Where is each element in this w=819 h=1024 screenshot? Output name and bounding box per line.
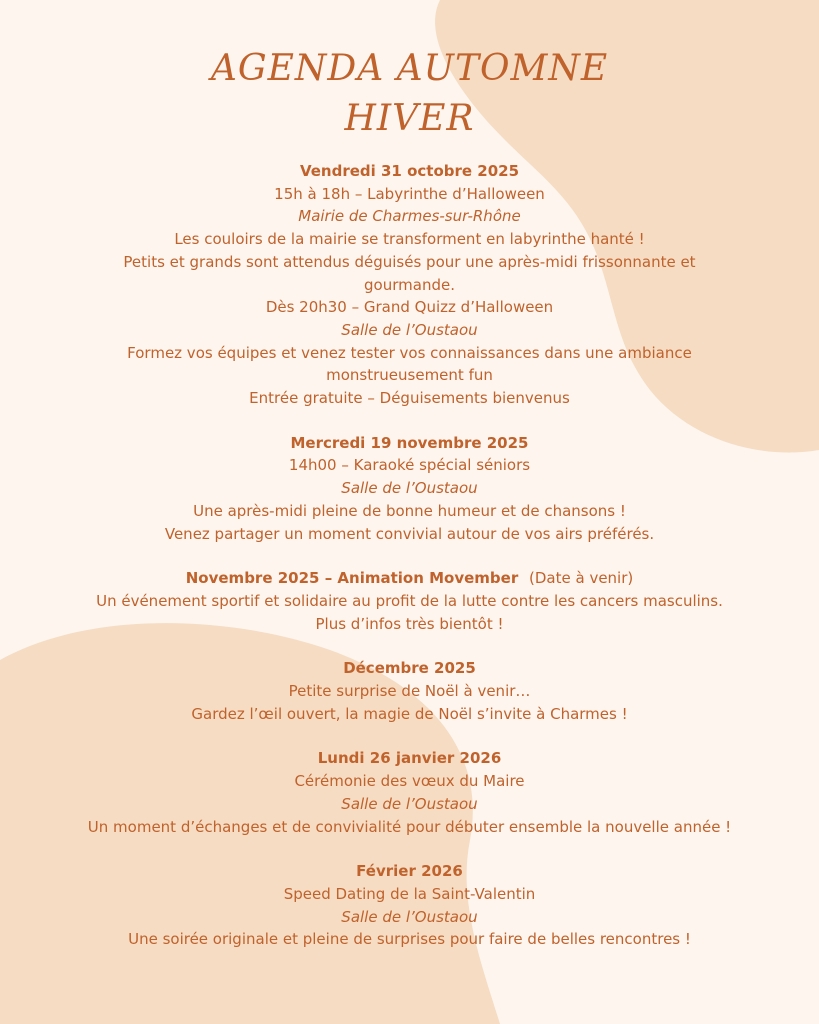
event-voeux <box>0 747 819 838</box>
event-time-title: Dès 20h30 – Grand Quizz d’Halloween <box>265 298 554 317</box>
event-description: Une après-midi pleine de bonne humeur et de chansons ! <box>193 501 626 520</box>
event-description: Une soirée originale et pleine de surprises pour faire de belles rencontres ! <box>128 930 691 949</box>
event-date-note: (Date à venir) <box>529 569 634 588</box>
event-venue: Salle de l’Oustaou <box>341 794 478 813</box>
page-title-line-1: AGENDA AUTOMNE <box>210 48 609 89</box>
event-time-title: Speed Dating de la Saint-Valentin <box>283 884 536 903</box>
event-venue: Mairie de Charmes-sur-Rhône <box>298 207 521 226</box>
event-date: Lundi 26 janvier 2026 <box>317 749 502 768</box>
event-halloween <box>0 160 819 410</box>
event-description: Un moment d’échanges et de convivialité pour débuter ensemble la nouvelle année ! <box>87 817 732 836</box>
event-movember <box>0 567 819 635</box>
event-description: Plus d’infos très bientôt ! <box>315 614 504 633</box>
event-venue: Salle de l’Oustaou <box>341 320 478 339</box>
event-description: Petits et grands sont attendus déguisés pour une après-midi frissonnante et gourmande. <box>123 252 696 294</box>
event-description: Entrée gratuite – Déguisements bienvenus <box>249 389 570 408</box>
event-date: Décembre 2025 <box>343 659 476 678</box>
event-karaoke <box>0 432 819 546</box>
event-noel <box>0 657 819 725</box>
event-description: Les couloirs de la mairie se transforment en labyrinthe hanté ! <box>174 230 645 249</box>
event-description: Venez partager un moment convivial autour de vos airs préférés. <box>164 524 655 543</box>
event-venue: Salle de l’Oustaou <box>341 479 478 498</box>
event-date: Vendredi 31 octobre 2025 <box>299 162 520 180</box>
event-description: Un événement sportif et solidaire au profit de la lutte contre les cancers masculins. <box>96 591 723 610</box>
event-date-row <box>0 567 819 590</box>
event-time-title: 15h à 18h – Labyrinthe d’Halloween <box>274 184 545 203</box>
event-date: Février 2026 <box>356 862 463 881</box>
event-description: Petite surprise de Noël à venir… <box>288 682 531 701</box>
event-time-title: Cérémonie des vœux du Maire <box>294 772 525 791</box>
event-date: Novembre 2025 – Animation Movember <box>185 569 519 588</box>
event-description: Formez vos équipes et venez tester vos connaissances dans une ambiance monstrueusement fun <box>127 343 692 385</box>
page-title-line-2: HIVER <box>344 98 475 139</box>
event-description: Gardez l’œil ouvert, la magie de Noël s’invite à Charmes ! <box>191 704 628 723</box>
event-venue: Salle de l’Oustaou <box>341 907 478 926</box>
event-date: Mercredi 19 novembre 2025 <box>290 433 529 452</box>
event-time-title: 14h00 – Karaoké spécial séniors <box>288 456 531 475</box>
event-speed-dating <box>0 860 819 951</box>
event-list <box>0 160 819 973</box>
